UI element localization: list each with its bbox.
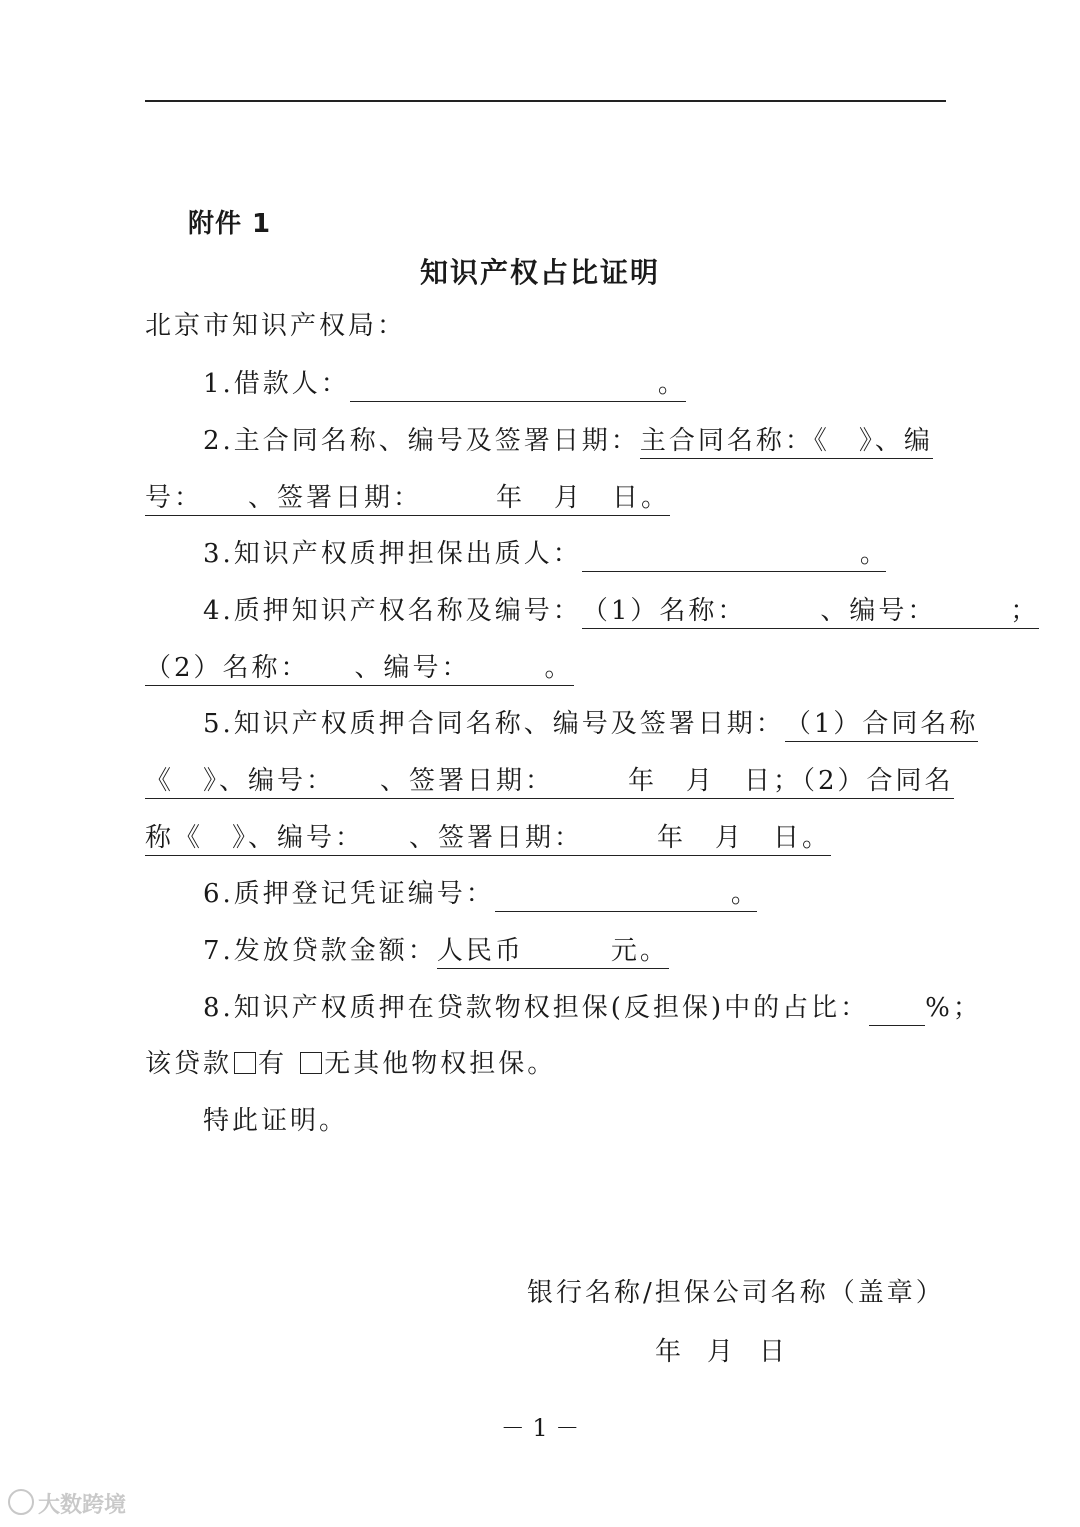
item-5-underlined-1[interactable]: （1）合同名称 — [785, 709, 979, 742]
item-7 — [203, 933, 669, 969]
registration-no-blank[interactable] — [495, 881, 731, 912]
document-title: 知识产权占比证明 — [419, 256, 660, 289]
item-5 — [203, 706, 978, 742]
item-7-label: 7.发放贷款金额： — [203, 936, 437, 966]
date-month: 月 — [707, 1337, 734, 1367]
option-yes-label: 有 — [258, 1049, 288, 1079]
item-6-label: 6.质押登记凭证编号： — [203, 879, 495, 909]
item-2 — [203, 423, 933, 459]
item-4-label: 4.质押知识产权名称及编号： — [203, 596, 582, 626]
attachment-label: 附件 1 — [188, 209, 272, 239]
item-1 — [203, 366, 686, 402]
item-3-end: 。 — [860, 539, 886, 572]
watermark — [8, 1488, 126, 1519]
borrower-blank[interactable] — [350, 371, 658, 402]
checkbox-yes[interactable] — [234, 1052, 256, 1074]
checkbox-no[interactable] — [300, 1052, 322, 1074]
item-4-underlined-2[interactable]: （2）名称： 、编号： 。 — [145, 653, 574, 686]
item-4 — [203, 593, 1039, 629]
item-5-cont-2 — [145, 820, 831, 856]
date-day: 日 — [759, 1337, 786, 1367]
watermark-text: 大数跨境 — [38, 1493, 127, 1518]
item-5-label: 5.知识产权质押合同名称、编号及签署日期： — [203, 709, 785, 739]
top-rule — [145, 100, 946, 102]
item-6 — [203, 876, 760, 912]
item-6-end: 。 — [731, 879, 757, 912]
item-5-underlined-2[interactable]: 《 》、编号： 、签署日期： 年 月 日；（2）合同名 — [145, 766, 954, 799]
watermark-logo-icon — [8, 1489, 34, 1515]
loan-amount-underlined[interactable]: 人民币 元。 — [437, 936, 669, 969]
page-number: － 1 － — [500, 1414, 580, 1442]
date-year: 年 — [655, 1337, 682, 1367]
item-5-cont-1 — [145, 763, 954, 799]
addressee: 北京市知识产权局： — [145, 311, 407, 341]
option-no-label: 无其他物权担保。 — [324, 1049, 557, 1079]
item-8-label: 8.知识产权质押在贷款物权担保(反担保)中的占比： — [203, 993, 870, 1023]
item-8-prefix: 该贷款 — [145, 1049, 233, 1079]
closing: 特此证明。 — [203, 1106, 349, 1136]
item-2-label: 2.主合同名称、编号及签署日期： — [203, 426, 640, 456]
item-8-cont — [145, 1046, 556, 1082]
item-8 — [203, 990, 982, 1026]
signature-line: 银行名称/担保公司名称（盖章） — [527, 1278, 945, 1308]
item-8-end: %； — [925, 993, 982, 1023]
item-4-underlined-1[interactable]: （1）名称： 、编号： ； — [582, 596, 1040, 629]
pledgor-blank[interactable] — [582, 541, 860, 572]
item-2-cont — [145, 480, 670, 516]
item-2-underlined-2[interactable]: 号： 、签署日期： 年 月 日。 — [145, 483, 670, 516]
item-3 — [203, 536, 889, 572]
date-line — [655, 1331, 811, 1368]
item-2-underlined-1[interactable]: 主合同名称：《 》、编 — [640, 426, 933, 459]
item-1-label: 1.借款人： — [203, 369, 350, 399]
percentage-blank[interactable] — [869, 995, 925, 1026]
item-3-label: 3.知识产权质押担保出质人： — [203, 539, 582, 569]
item-5-underlined-3[interactable]: 称《 》、编号： 、签署日期： 年 月 日。 — [145, 823, 831, 856]
item-4-cont — [145, 650, 574, 686]
item-1-end: 。 — [658, 369, 686, 402]
